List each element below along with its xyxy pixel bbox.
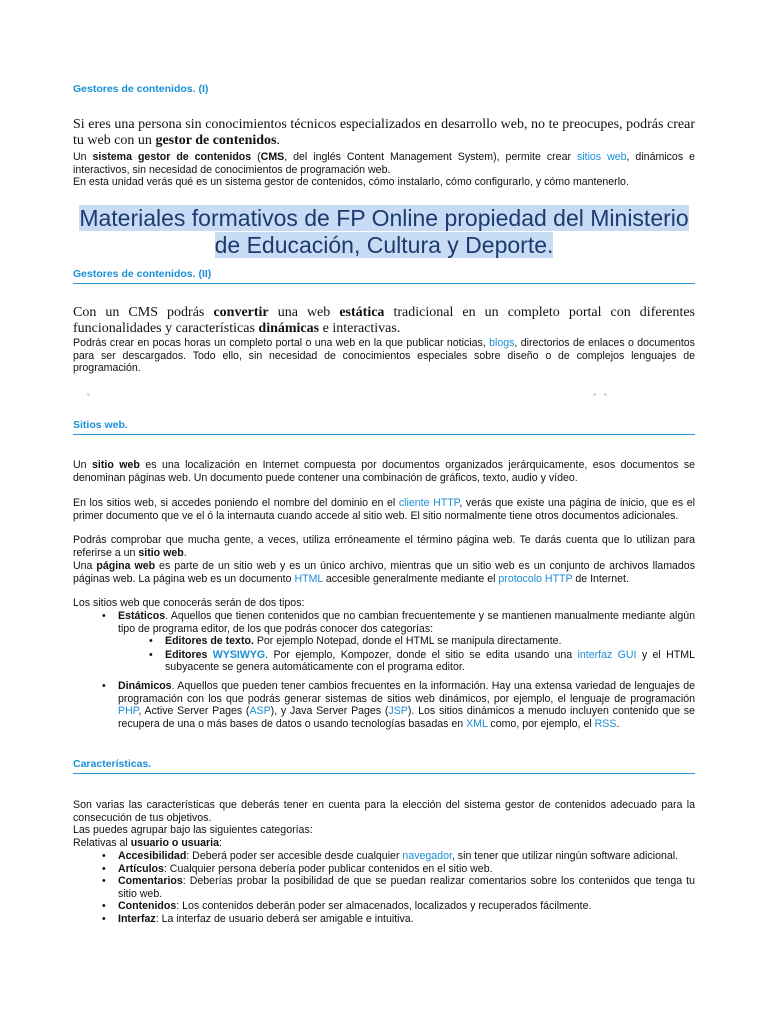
sec1-intro: Si eres una persona sin conocimientos técnicos especializados en desarrollo web, no te preocupes, podrás crear tu web con un gestor de contenidos. bbox=[73, 117, 695, 148]
link-xml[interactable]: XML bbox=[466, 717, 488, 730]
link-wysiwyg[interactable]: WYSIWYG bbox=[212, 648, 266, 661]
link-cliente-http[interactable]: cliente HTTP bbox=[398, 497, 460, 509]
link-sitios-web[interactable]: sitios web bbox=[576, 151, 627, 163]
list-item-editores-wysiwyg: • Editores WYSIWYG. Por ejemplo, Kompozer, donde el sitio se edita usando una interfaz GUI y el HTML subyacente se genera automáticamente con el programa editor. bbox=[73, 649, 695, 674]
list-item-comentarios: • Comentarios: Deberías probar la posibilidad de que se puedan realizar comentarios sobre los contenidos que tenga tu sitio web. bbox=[73, 875, 695, 900]
sec2-intro: Con un CMS podrás convertir una web estática tradicional en un completo portal con diferentes funcionalidades y características dinámicas e interactivas. bbox=[73, 305, 695, 336]
banner-line-1: Materiales formativos de FP Online propiedad del Ministerio bbox=[79, 205, 689, 231]
section-divider bbox=[73, 773, 695, 774]
sec3-paragraph-1: Un sitio web es una localización en Internet compuesta por documentos organizados jerárquicamente, esos documentos se denominan páginas web. Un documento puede contener una combinación de gráficos, texto, audio y vídeo. bbox=[73, 459, 696, 484]
list-item-accesibilidad: • Accesibilidad: Deberá poder ser accesible desde cualquier navegador, sin tener que utilizar ningún software adicional. bbox=[73, 850, 695, 863]
sec1-paragraph-1: Un sistema gestor de contenidos (CMS, del inglés Content Management System), permite crear sitios web, dinámicos e interactivos, sin necesidad de conocimientos de programación web. bbox=[73, 151, 695, 176]
link-html[interactable]: HTML bbox=[294, 572, 323, 585]
link-blogs[interactable]: blogs bbox=[489, 337, 515, 349]
sec3-paragraph-3: Podrás comprobar que mucha gente, a veces, utiliza erróneamente el término página web. Te darás cuenta que lo utilizan para referirse a un sitio web. bbox=[73, 534, 695, 559]
sec1-paragraph-2: En esta unidad verás qué es un sistema gestor de contenidos, cómo instalarlo, cómo configurarlo, y cómo mantenerlo. bbox=[73, 176, 629, 188]
link-php[interactable]: PHP bbox=[118, 705, 139, 718]
copyright-banner bbox=[60, 205, 708, 259]
section-title-gestores-2: Gestores de contenidos. (II) bbox=[73, 268, 212, 280]
link-rss[interactable]: RSS bbox=[594, 717, 617, 730]
link-interfaz-gui[interactable]: interfaz GUI bbox=[577, 648, 637, 661]
list-item-contenidos: • Contenidos: Los contenidos deberán poder ser almacenados, localizados y recuperados fácilmente. bbox=[73, 900, 695, 913]
site-types-list bbox=[73, 610, 695, 730]
link-asp[interactable]: ASP bbox=[249, 705, 271, 718]
sec2-paragraph-1: Podrás crear en pocas horas un completo portal o una web en la que publicar noticias, blogs, directorios de enlaces o documentos para ser descargados. Todo ello, sin necesidad de conocimientos especiales sobre diseño o de complejos lenguajes de programación. bbox=[73, 337, 695, 375]
list-item-interfaz: • Interfaz: La interfaz de usuario deberá ser amigable e intuitiva. bbox=[73, 913, 695, 926]
characteristics-list bbox=[73, 850, 695, 926]
list-item-editores-texto: • Editores de texto. Por ejemplo Notepad, donde el HTML se manipula directamente. bbox=[73, 635, 695, 648]
section-title-sitios-web: Sitios web. bbox=[73, 419, 128, 431]
sec4-paragraph-2: Las puedes agrupar bajo las siguientes categorías: bbox=[73, 824, 313, 836]
banner-line-2: de Educación, Cultura y Deporte. bbox=[214, 232, 554, 258]
sec4-paragraph-3: Relativas al usuario o usuaria: bbox=[73, 837, 222, 849]
list-item-dinamicos: • Dinámicos. Aquellos que pueden tener cambios frecuentes en la información. Hay una extensa variedad de lenguajes de programación con los que podrás generar sistemas de sitios web dinámicos, por ejemplo, el lenguaje de programación PHP, Active Server Pages (ASP), y Java Server Pages (JSP). Los sitios dinámicos a menudo incluyen contenido que se recupera de una o más bases de datos o usando tecnologías basadas en XML como, por ejemplo, el RSS. bbox=[73, 680, 695, 730]
section-title-gestores-1: Gestores de contenidos. (I) bbox=[73, 83, 209, 95]
section-title-caracteristicas: Características. bbox=[73, 758, 152, 770]
list-item-articulos: • Artículos: Cualquier persona debería poder publicar contenidos en el sitio web. bbox=[73, 863, 695, 876]
sec3-paragraph-4: Una página web es parte de un sitio web y es un único archivo, mientras que un sitio web es un conjunto de archivos llamados páginas web. La página web es un documento HTML accesible generalmente mediante el protocolo HTTP de Internet. bbox=[73, 560, 695, 585]
faint-dotted-line bbox=[73, 393, 695, 399]
link-jsp[interactable]: JSP bbox=[388, 705, 408, 718]
section-divider bbox=[73, 434, 695, 435]
section-divider bbox=[73, 283, 695, 284]
sec3-paragraph-2: En los sitios web, si accedes poniendo el nombre del dominio en el cliente HTTP, verás que existe una página de inicio, que es el primer documento que ve el ó la internauta cuando accede al sitio web. El sitio normalmente tiene otros documentos adicionales. bbox=[73, 497, 695, 522]
link-protocolo-http[interactable]: protocolo HTTP bbox=[498, 572, 573, 585]
sec4-paragraph-1: Son varias las características que deberás tener en cuenta para la elección del sistema gestor de contenidos adecuado para la consecución de tus objetivos. bbox=[73, 799, 695, 824]
link-navegador[interactable]: navegador bbox=[402, 850, 452, 862]
list-item-estaticos: • Estáticos. Aquellos que tienen contenidos que no cambian frecuentemente y se mantienen manualmente mediante algún tipo de programa editor, de los que podrás conocer dos categorías: bbox=[73, 610, 695, 635]
sec3-paragraph-5: Los sitios web que conocerás serán de dos tipos: bbox=[73, 597, 305, 609]
